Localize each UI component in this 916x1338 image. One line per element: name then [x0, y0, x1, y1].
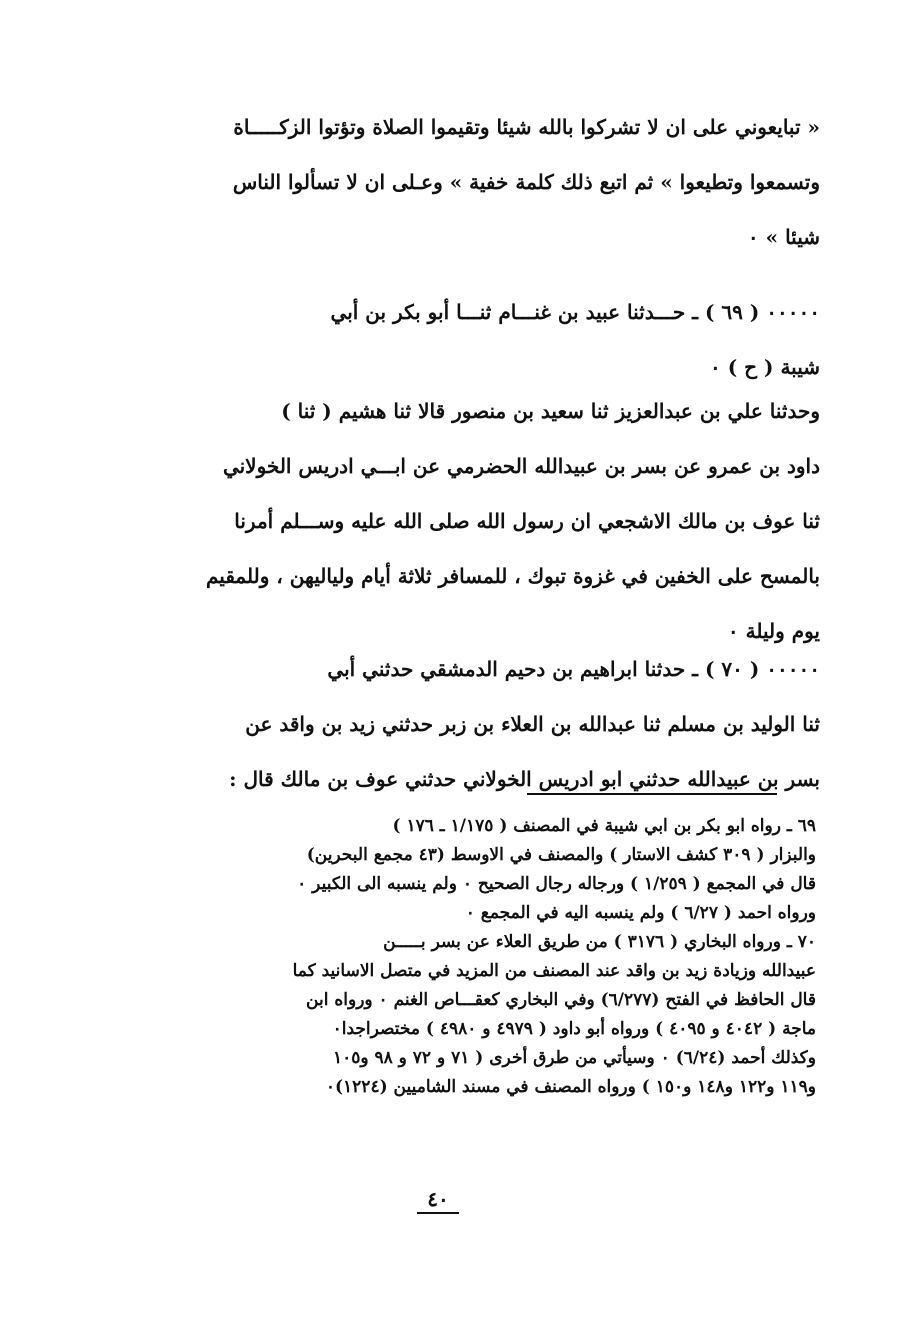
- footnotes: [100, 812, 816, 1102]
- text-line: شيئا » ٠: [747, 225, 820, 249]
- text-line: ثنا الوليد بن مسلم ثنا عبدالله بن العلاء بن زبر حدثني زيد بن واقد عن: [245, 712, 820, 736]
- footnote-line: والبزار ( ٣٠٩ كشف الاستار ) والمصنف في الاوسط (٤٣ مجمع البحرين): [306, 845, 816, 865]
- page-number: [388, 1186, 488, 1214]
- text-line: بالمسح على الخفين في غزوة تبوك ، للمسافر ثلاثة أيام ولياليهن ، وللمقيم: [205, 564, 820, 588]
- text-line: « تبايعوني على ان لا تشركوا بالله شيئا وتقيموا الصلاة وتؤتوا الزكـــــاة: [233, 115, 820, 139]
- text-line: داود بن عمرو عن بسر بن عبيدالله الحضرمي عن ابـــي ادريس الخولاني: [222, 454, 820, 478]
- footnote-separator: [527, 793, 777, 795]
- footnote-line: قال في المجمع ( ١/٢٥٩ ) ورجاله رجال الصحيح ٠ ولم ينسبه الى الكبير ٠: [297, 874, 816, 894]
- footnote-line: و١١٩ و١٢٢ و١٤٨ و١٥٠ ) ورواه المصنف في مسند الشاميين (١٢٢٤)٠: [325, 1077, 816, 1097]
- footnote-line: وكذلك أحمد (٦/٢٤) ٠ وسيأتي من طرق أخرى ( ٧١ و ٧٢ و ٩٨ و١٠٥: [332, 1048, 816, 1068]
- text-line: بسر بن عبيدالله حدثني ابو ادريس الخولاني حدثني عوف بن مالك قال :: [229, 767, 820, 791]
- footnote-line: ٧٠ ـ ورواه البخاري ( ٣١٧٦ ) من طريق العلاء عن بسر بـــــن: [383, 932, 816, 952]
- hadith-69-text: [100, 384, 820, 659]
- footnote-line: ورواه احمد ( ٦/٢٧ ) ولم ينسبه اليه في المجمع ٠: [465, 903, 816, 923]
- footnote-line: قال الحافظ في الفتح (٦/٢٧٧) وفي البخاري كعقـــاص الغنم ٠ ورواه ابن: [306, 990, 816, 1010]
- text-line: ٠٠٠٠٠ ( ٧٠ ) ـ حدثنا ابراهيم بن دحيم الدمشقي حدثني أبي: [327, 657, 820, 681]
- text-line: ثنا عوف بن مالك الاشجعي ان رسول الله صلى الله عليه وســـلم أمرنا: [234, 509, 820, 533]
- footnote-line: ماجة ( ٤٠٤٢ و ٤٠٩٥ ) ورواه أبو داود ( ٤٩٧٩ و ٤٩٨٠ ) مختصراجدا٠: [332, 1019, 816, 1039]
- text-line: يوم وليلة ٠: [727, 619, 820, 643]
- text-line: ٠٠٠٠٠ ( ٦٩ ) ـ حـــدثنا عبيد بن غنـــام ثنـــا أبو بكر بن أبي: [330, 300, 820, 324]
- text-line: وحدثنا علي بن عبدالعزيز ثنا سعيد بن منصور قالا ثنا هشيم ( ثنا ): [281, 399, 820, 423]
- page-number-text: ٤٠: [417, 1186, 458, 1214]
- text-line: وتسمعوا وتطيعوا » ثم اتبع ذلك كلمة خفية » وعـلى ان لا تسألوا الناس: [232, 170, 820, 194]
- hadith-69-isnad: [100, 285, 820, 395]
- text-line: شيبة ( ح ) ٠: [710, 355, 820, 379]
- hadith-text-continuation: [100, 100, 820, 265]
- hadith-70-isnad: [100, 642, 820, 807]
- footnote-line: عبيدالله وزيادة زيد بن واقد عند المصنف من المزيد في متصل الاسانيد كما: [292, 961, 816, 981]
- footnote-line: ٦٩ ـ رواه ابو بكر بن ابي شيبة في المصنف ( ١/١٧٥ ـ ١٧٦ ): [392, 816, 816, 836]
